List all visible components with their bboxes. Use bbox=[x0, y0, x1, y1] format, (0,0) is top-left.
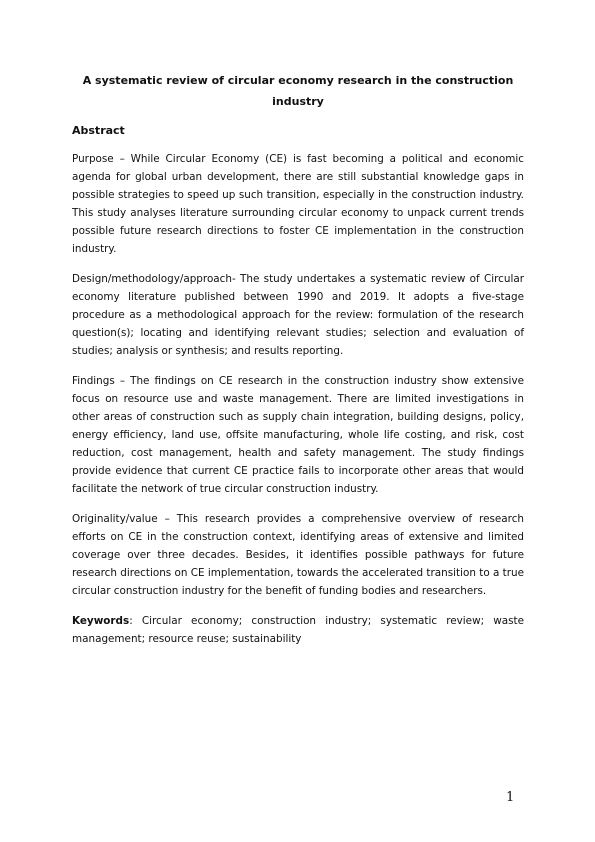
abstract-design-paragraph: Design/methodology/approach- The study undertakes a systematic review of Circular economy literature published between 1990 and 2019. It adopts a five-stage procedure as a methodological approach for the review: formulation of the research question(s); locating and identifying relevant studies; selection and evaluation of studies; analysis or synthesis; and results reporting. bbox=[72, 273, 524, 357]
abstract-findings-paragraph: Findings – The findings on CE research in the construction industry show extensive focus on resource use and waste management. There are limited investigations in other areas of construction such as supply chain integration, building designs, policy, energy efficiency, land use, offsite manufacturing, whole life costing, and risk, cost reduction, cost management, health and safety management. The study findings provide evidence that current CE practice fails to incorporate other areas that would facilitate the network of true circular construction industry. bbox=[72, 375, 524, 495]
abstract-originality-paragraph: Originality/value – This research provides a comprehensive overview of research efforts on CE in the construction context, identifying areas of extensive and limited coverage over three decades. Besides, it identifies possible pathways for future research directions on CE implementation, towards the accelerated transition to a true circular construction industry for the benefit of funding bodies and researchers. bbox=[72, 513, 524, 597]
abstract-purpose-paragraph: Purpose – While Circular Economy (CE) is fast becoming a political and economic agenda for global urban development, there are still substantial knowledge gaps in possible strategies to speed up such transition, especially in the construction industry. This study analyses literature surrounding circular economy to unpack current trends possible future research directions to foster CE implementation in the construction industry. bbox=[72, 153, 524, 255]
paper-title: A systematic review of circular economy research in the construction industry bbox=[82, 74, 514, 108]
page-number: 1 bbox=[506, 790, 515, 805]
abstract-heading: Abstract bbox=[72, 124, 125, 137]
keywords-paragraph bbox=[72, 612, 524, 648]
keywords-label: Keywords bbox=[72, 615, 130, 627]
paper-page bbox=[72, 70, 524, 660]
keywords-text: : Circular economy; construction industry; systematic review; waste management; resource reuse; sustainability bbox=[72, 615, 524, 645]
